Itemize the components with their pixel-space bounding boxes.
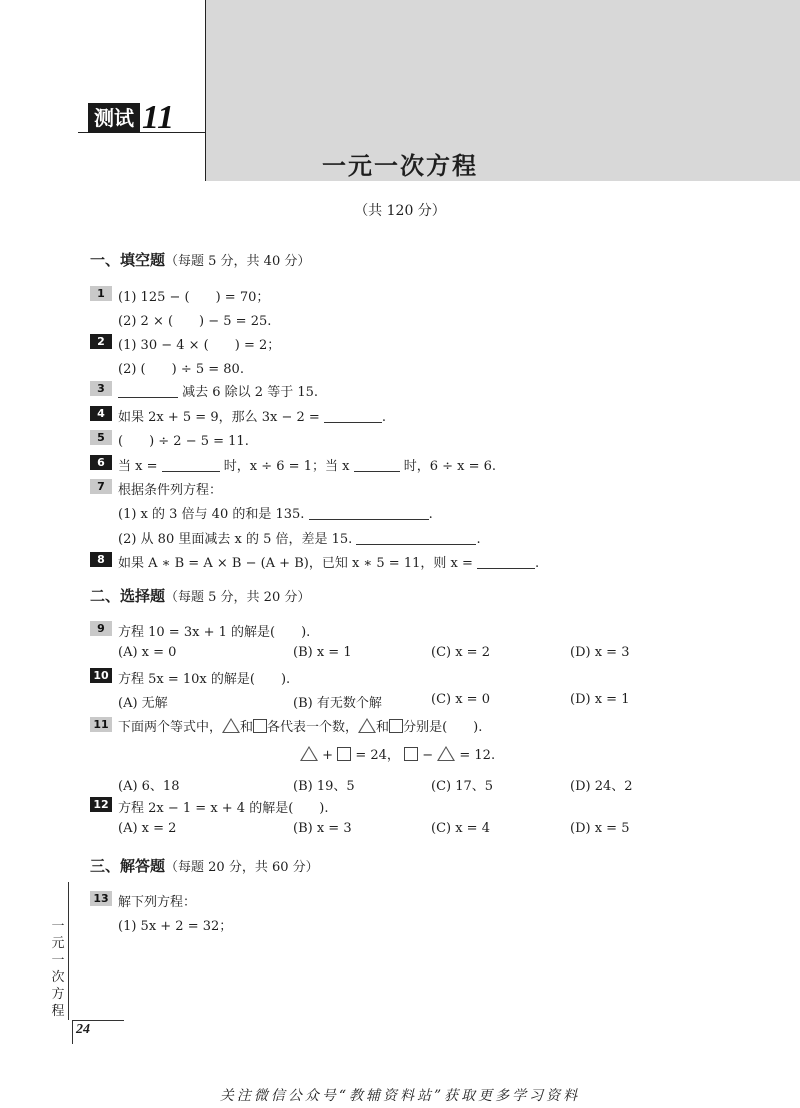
- punctuation: .: [428, 507, 433, 522]
- question-text: .: [381, 410, 387, 425]
- option-b[interactable]: (B) 有无数个解: [293, 696, 382, 711]
- option-d[interactable]: (D) x = 5: [570, 821, 630, 836]
- question-text: (2) 2 × ( ) − 5 = 25.: [118, 314, 272, 329]
- question-number: 2: [90, 334, 112, 349]
- section-title: 一、填空题: [90, 251, 166, 269]
- page-number-rule-vertical: [72, 1020, 73, 1044]
- total-score: （共 120 分）: [354, 203, 446, 219]
- triangle-icon: [300, 746, 318, 761]
- option-d[interactable]: (D) 24、2: [570, 779, 633, 794]
- section-solve: [90, 855, 319, 876]
- question-text: 下面两个等式中，: [118, 720, 223, 735]
- option-b[interactable]: (B) 19、5: [293, 779, 355, 794]
- question-text: (2) 从 80 里面减去 x 的 5 倍，差是 15.: [118, 532, 353, 547]
- question-text: 各代表一个数，: [267, 720, 359, 735]
- equation-text: +: [322, 748, 334, 763]
- question-number: 10: [90, 668, 112, 683]
- question-text: .: [535, 556, 540, 571]
- answer-blank[interactable]: [356, 531, 476, 545]
- test-word: 测试: [88, 103, 140, 133]
- square-icon: [253, 719, 267, 733]
- question-text: 时，x ÷ 6 = 1；当 x: [223, 459, 350, 474]
- answer-blank[interactable]: [324, 409, 382, 423]
- option-d[interactable]: (D) x = 1: [570, 692, 630, 707]
- question-text: 方程 5x = 10x 的解是( ).: [118, 672, 291, 687]
- equation-text: −: [422, 748, 434, 763]
- question-number: 13: [90, 891, 112, 906]
- equation-line: [300, 744, 495, 763]
- option-d[interactable]: (D) x = 3: [570, 645, 630, 660]
- question-text: (1) 30 − 4 × ( ) = 2；: [118, 338, 281, 353]
- vertical-chapter-title: 一元一次方程: [51, 919, 65, 1019]
- option-b[interactable]: (B) x = 3: [293, 821, 352, 836]
- question-text: 和: [376, 720, 390, 735]
- margin-line: [68, 882, 69, 1020]
- answer-blank[interactable]: [477, 555, 535, 569]
- question-text: 方程 10 = 3x + 1 的解是( ).: [118, 625, 311, 640]
- equation-text: = 12.: [459, 748, 496, 763]
- question-line: [118, 406, 386, 425]
- option-c[interactable]: (C) x = 4: [431, 821, 490, 836]
- square-icon: [337, 747, 351, 761]
- option-c[interactable]: (C) x = 0: [431, 692, 490, 707]
- question-line: [118, 503, 433, 522]
- option-a[interactable]: (A) x = 0: [118, 645, 177, 660]
- question-text: ( ) ÷ 2 − 5 = 11.: [118, 434, 249, 449]
- question-text: 如果 2x + 5 = 9，那么 3x − 2 =: [118, 410, 320, 425]
- option-c[interactable]: (C) 17、5: [431, 779, 494, 794]
- question-text: (1) 5x + 2 = 32；: [118, 919, 233, 934]
- question-text: (1) 125 − ( ) = 70；: [118, 290, 270, 305]
- option-c[interactable]: (C) x = 2: [431, 645, 490, 660]
- question-text: 解下列方程：: [118, 895, 197, 910]
- answer-blank[interactable]: [162, 458, 220, 472]
- section-note: （每题 20 分，共 60 分）: [165, 860, 319, 875]
- question-text: (2) ( ) ÷ 5 = 80.: [118, 362, 244, 377]
- square-icon: [389, 719, 403, 733]
- section-fill-in: [90, 249, 310, 270]
- triangle-icon: [358, 718, 376, 733]
- section-title: 二、选择题: [90, 587, 166, 605]
- question-text: 根据条件列方程：: [118, 483, 223, 498]
- question-text: 如果 A ∗ B = A × B − (A + B)，已知 x ∗ 5 = 11，则 x =: [118, 556, 473, 571]
- question-number: 6: [90, 455, 112, 470]
- question-text: 方程 2x − 1 = x + 4 的解是( ).: [118, 801, 329, 816]
- section-title: 三、解答题: [90, 857, 166, 875]
- question-text: 当 x =: [118, 459, 158, 474]
- test-label: [88, 99, 175, 136]
- question-line: [118, 528, 481, 547]
- question-number: 4: [90, 406, 112, 421]
- page-title: 一元一次方程: [322, 152, 478, 180]
- section-multiple-choice: [90, 585, 310, 606]
- question-line: [118, 455, 496, 474]
- question-number: 1: [90, 286, 112, 301]
- question-text: 减去 6 除以 2 等于 15.: [182, 385, 319, 400]
- footer-watermark: 关注微信公众号“教辅资料站”获取更多学习资料: [219, 1088, 581, 1104]
- question-number: 8: [90, 552, 112, 567]
- punctuation: .: [476, 532, 481, 547]
- question-number: 9: [90, 621, 112, 636]
- option-a[interactable]: (A) 6、18: [118, 779, 180, 794]
- question-number: 7: [90, 479, 112, 494]
- option-a[interactable]: (A) 无解: [118, 696, 168, 711]
- question-number: 11: [90, 717, 112, 732]
- question-text: 分别是( ).: [403, 720, 483, 735]
- square-icon: [404, 747, 418, 761]
- question-line: [118, 716, 482, 735]
- triangle-icon: [222, 718, 240, 733]
- question-line: [118, 381, 318, 400]
- test-number: 11: [142, 99, 175, 136]
- answer-blank[interactable]: [118, 384, 178, 398]
- question-line: [118, 552, 539, 571]
- section-note: （每题 5 分，共 40 分）: [165, 254, 311, 269]
- question-number: 12: [90, 797, 112, 812]
- question-number: 3: [90, 381, 112, 396]
- page-number: 24: [76, 1022, 90, 1037]
- triangle-icon: [437, 746, 455, 761]
- question-text: 时，6 ÷ x = 6.: [403, 459, 497, 474]
- option-a[interactable]: (A) x = 2: [118, 821, 177, 836]
- answer-blank[interactable]: [309, 506, 429, 520]
- answer-blank[interactable]: [354, 458, 400, 472]
- question-text: 和: [240, 720, 254, 735]
- equation-text: = 24，: [355, 748, 400, 763]
- option-b[interactable]: (B) x = 1: [293, 645, 352, 660]
- section-note: （每题 5 分，共 20 分）: [165, 590, 311, 605]
- question-text: (1) x 的 3 倍与 40 的和是 135.: [118, 507, 305, 522]
- question-number: 5: [90, 430, 112, 445]
- page-number-rule: [72, 1020, 124, 1021]
